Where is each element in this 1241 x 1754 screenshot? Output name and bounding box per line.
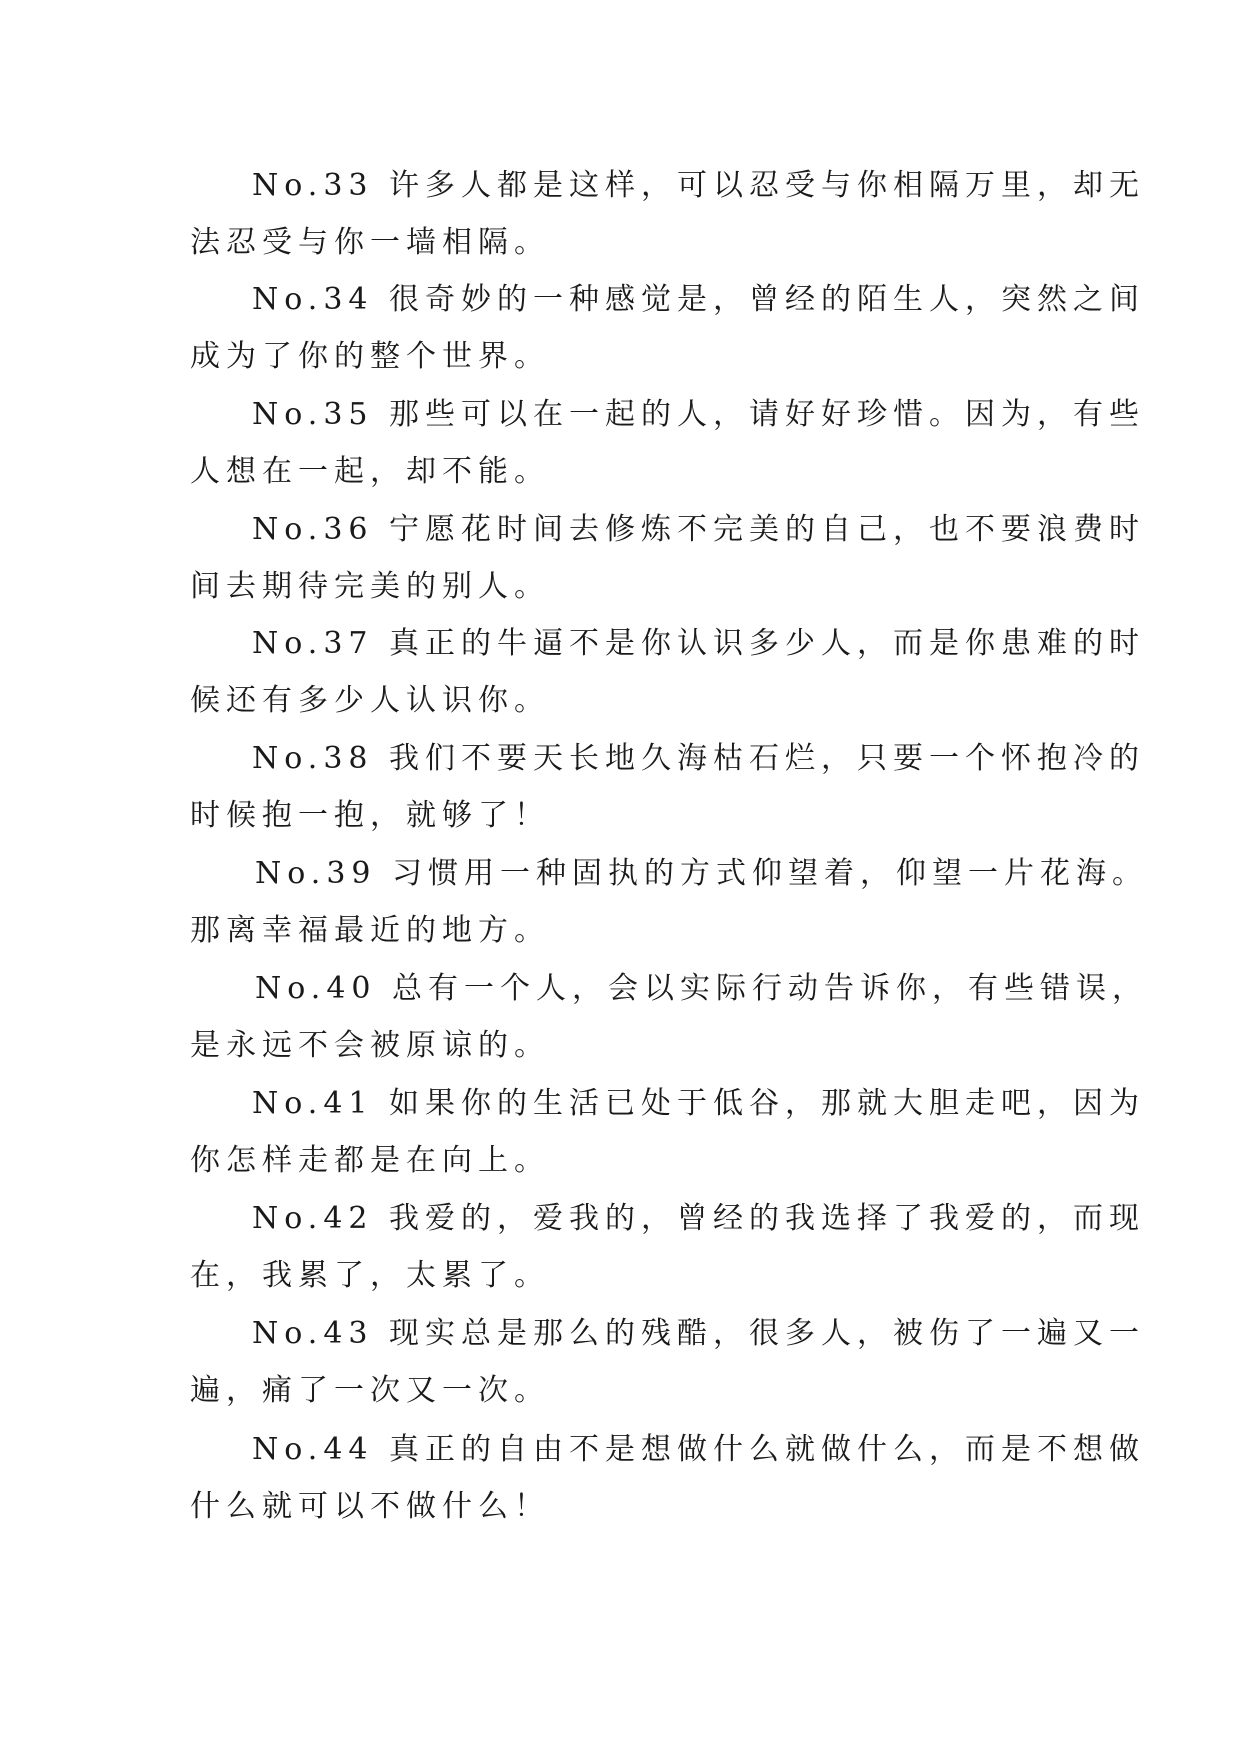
entry-line-1: No.37 真正的牛逼不是你认识多少人，而是你患难的时 bbox=[252, 626, 1146, 661]
entry-line-2: 法忍受与你一墙相隔。 bbox=[190, 225, 550, 260]
entry-line-2: 候还有多少人认识你。 bbox=[190, 683, 550, 718]
entry-line-2: 人想在一起，却不能。 bbox=[190, 454, 550, 489]
entry-line-2: 你怎样走都是在向上。 bbox=[190, 1143, 550, 1178]
entry-line-1: No.34 很奇妙的一种感觉是，曾经的陌生人，突然之间 bbox=[252, 282, 1146, 317]
entry-line-1: No.44 真正的自由不是想做什么就做什么，而是不想做 bbox=[252, 1432, 1146, 1467]
entry-line-1: No.40 总有一个人，会以实际行动告诉你，有些错误， bbox=[255, 971, 1149, 1006]
entry-line-1: No.39 习惯用一种固执的方式仰望着，仰望一片花海。 bbox=[255, 856, 1149, 891]
entry-line-1: No.42 我爱的，爱我的，曾经的我选择了我爱的，而现 bbox=[252, 1201, 1146, 1236]
entry-line-2: 在，我累了，太累了。 bbox=[190, 1258, 550, 1293]
entry-line-1: No.38 我们不要天长地久海枯石烂，只要一个怀抱冷的 bbox=[252, 741, 1146, 776]
entry-line-2: 遍，痛了一次又一次。 bbox=[190, 1373, 550, 1408]
entry-line-1: No.35 那些可以在一起的人，请好好珍惜。因为，有些 bbox=[252, 397, 1146, 432]
entry-line-2: 什么就可以不做什么！ bbox=[190, 1489, 550, 1524]
entry-line-1: No.41 如果你的生活已处于低谷，那就大胆走吧，因为 bbox=[252, 1086, 1146, 1121]
entry-line-1: No.33 许多人都是这样，可以忍受与你相隔万里，却无 bbox=[252, 168, 1146, 203]
entry-line-1: No.36 宁愿花时间去修炼不完美的自己，也不要浪费时 bbox=[252, 512, 1146, 547]
entry-line-2: 时候抱一抱，就够了！ bbox=[190, 798, 550, 833]
entry-line-2: 那离幸福最近的地方。 bbox=[190, 913, 550, 948]
entry-line-2: 间去期待完美的别人。 bbox=[190, 569, 550, 604]
entry-line-1: No.43 现实总是那么的残酷，很多人，被伤了一遍又一 bbox=[252, 1316, 1146, 1351]
entry-line-2: 是永远不会被原谅的。 bbox=[190, 1028, 550, 1063]
entry-line-2: 成为了你的整个世界。 bbox=[190, 339, 550, 374]
